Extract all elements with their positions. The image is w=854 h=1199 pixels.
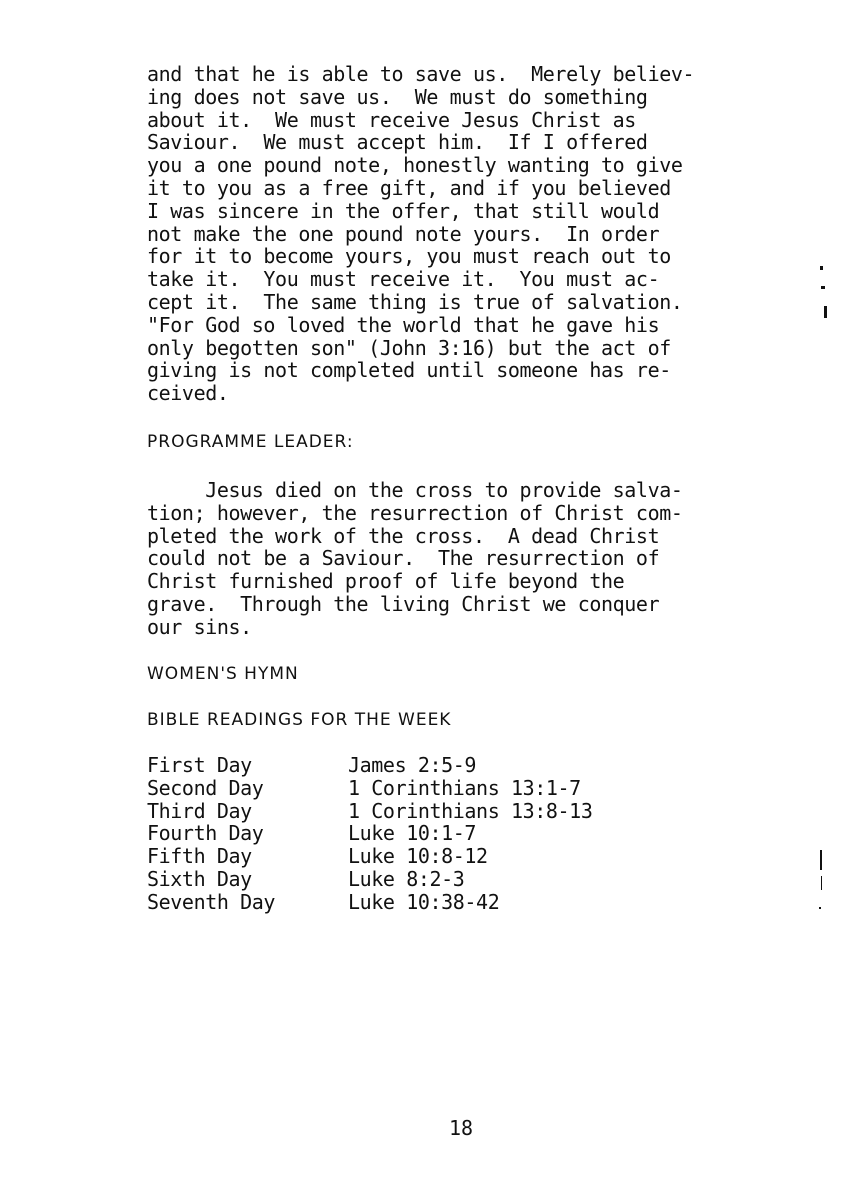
reading-row: [147, 800, 592, 823]
reading-day: Seventh Day: [147, 889, 276, 914]
paragraph-line: Jesus died on the cross to provide salva-: [147, 478, 683, 502]
paragraph-line: Christ furnished proof of life beyond the: [147, 569, 625, 594]
paragraph-line: only begotten son" (John 3:16) but the act of: [147, 335, 671, 360]
heading-programme-leader: PROGRAMME LEADER:: [147, 432, 354, 452]
paragraph-line: cept it. The same thing is true of salvation.: [147, 289, 683, 314]
reading-reference: Luke 10:38-42: [348, 889, 500, 914]
scan-mark: [820, 850, 822, 870]
scan-mark: [819, 907, 821, 909]
paragraph-line: and that he is able to save us. Merely believ-: [147, 62, 695, 86]
paragraph-line: I was sincere in the offer, that still would: [147, 198, 660, 223]
paragraph-line: could not be a Saviour. The resurrection of: [147, 546, 660, 571]
paragraph-line: our sins.: [147, 614, 252, 639]
reading-reference: 1 Corinthians 13:8-13: [348, 798, 593, 823]
reading-day: Second Day: [147, 775, 264, 800]
reading-reference: James 2:5-9: [348, 753, 477, 777]
heading-bible-readings: BIBLE READINGS FOR THE WEEK: [147, 710, 452, 730]
scan-mark: [821, 286, 825, 289]
reading-day: First Day: [147, 753, 252, 777]
reading-day: Third Day: [147, 798, 252, 823]
reading-row: [147, 754, 592, 777]
paragraph-line: "For God so loved the world that he gave his: [147, 312, 660, 337]
paragraph-line: ing does not save us. We must do something: [147, 84, 648, 109]
reading-row: [147, 845, 592, 868]
paragraph-line: you a one pound note, honestly wanting to give: [147, 153, 683, 178]
reading-reference: 1 Corinthians 13:1-7: [348, 775, 581, 800]
paragraph-line: pleted the work of the cross. A dead Christ: [147, 523, 660, 548]
reading-reference: Luke 8:2-3: [348, 866, 465, 891]
paragraph-line: giving is not completed until someone has re-: [147, 358, 671, 383]
reading-day: Fourth Day: [147, 821, 264, 846]
reading-row: [147, 891, 592, 914]
paragraph-line: not make the one pound note yours. In order: [147, 221, 660, 246]
scan-mark: [820, 266, 823, 270]
heading-womens-hymn: WOMEN'S HYMN: [147, 664, 299, 684]
scan-mark: [824, 306, 827, 318]
paragraph-line: for it to become yours, you must reach out to: [147, 244, 671, 269]
paragraph-salvation: [147, 63, 694, 405]
paragraph-line: grave. Through the living Christ we conquer: [147, 591, 660, 616]
paragraph-line: take it. You must receive it. You must ac-: [147, 267, 660, 292]
reading-day: Sixth Day: [147, 866, 252, 891]
reading-row: [147, 777, 592, 800]
reading-row: [147, 868, 592, 891]
reading-row: [147, 822, 592, 845]
paragraph-line: ceived.: [147, 381, 229, 406]
reading-day: Fifth Day: [147, 844, 252, 869]
paragraph-line: about it. We must receive Jesus Christ as: [147, 107, 636, 132]
readings-table: [147, 754, 592, 914]
paragraph-line: it to you as a free gift, and if you believed: [147, 175, 671, 200]
reading-reference: Luke 10:8-12: [348, 844, 488, 869]
scan-mark: [821, 876, 822, 890]
reading-reference: Luke 10:1-7: [348, 821, 477, 846]
paragraph-line: Saviour. We must accept him. If I offered: [147, 130, 648, 155]
page-number: 18: [448, 1116, 474, 1140]
paragraph-line: tion; however, the resurrection of Christ com-: [147, 500, 683, 525]
paragraph-resurrection: [147, 479, 683, 639]
